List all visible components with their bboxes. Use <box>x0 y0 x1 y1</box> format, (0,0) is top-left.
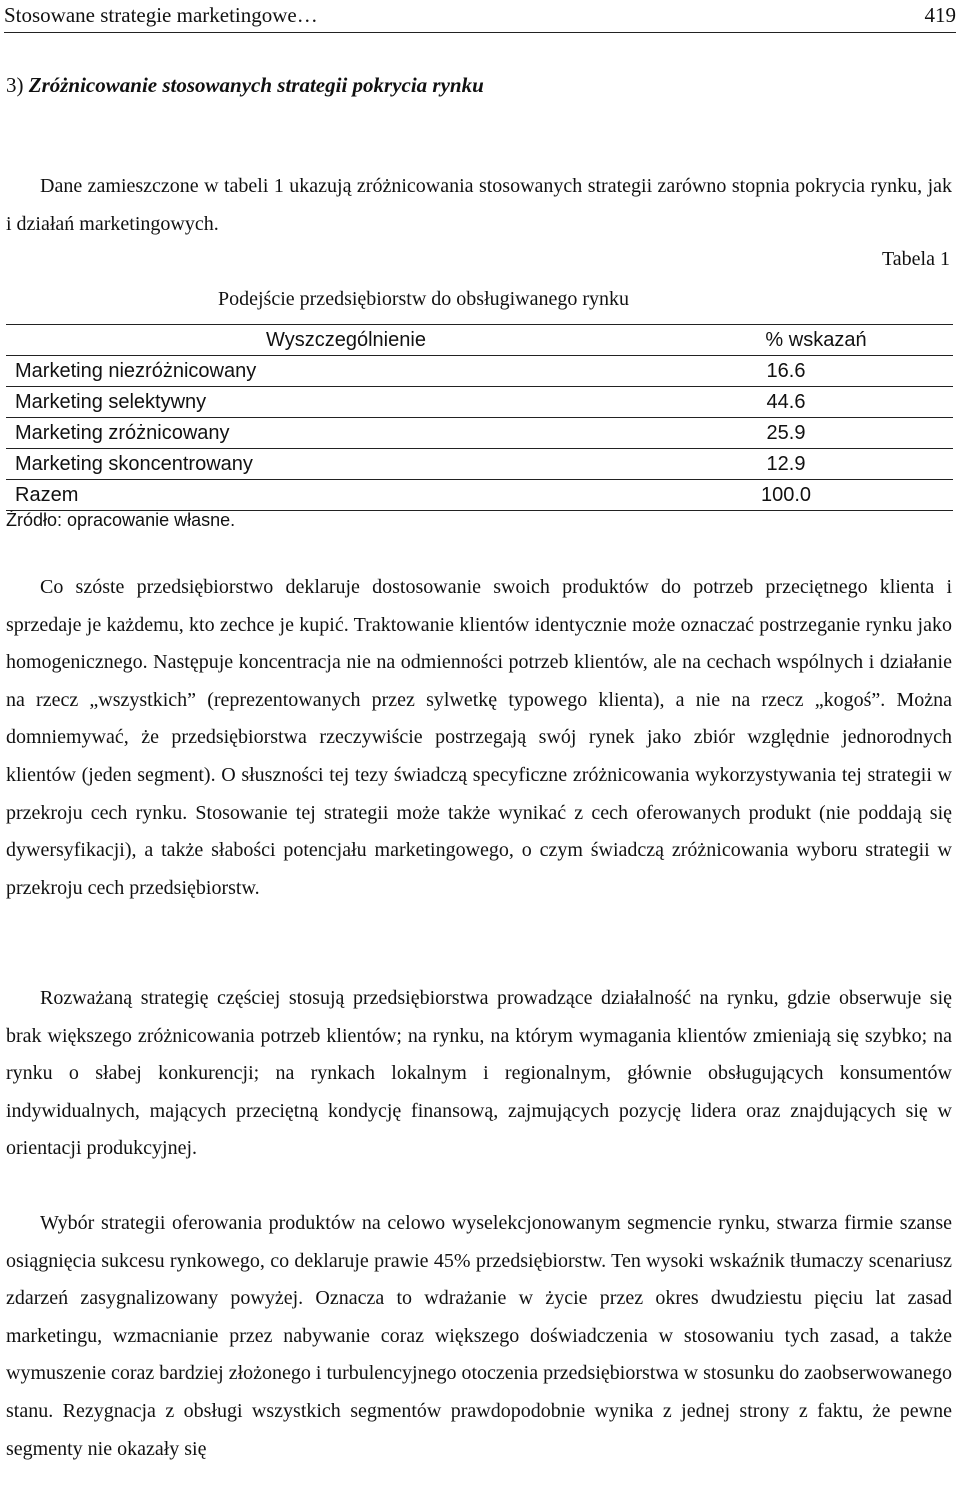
row-name: Marketing skoncentrowany <box>15 453 253 475</box>
row-name: Razem <box>15 484 79 506</box>
table-header-row <box>6 324 953 355</box>
running-header <box>4 0 956 33</box>
row-value: 16.6 <box>766 360 806 382</box>
column-header-value: % wskazań <box>765 329 867 351</box>
row-value: 100.0 <box>760 484 812 506</box>
section-title: Zróżnicowanie stosowanych strategii pokrycia rynku <box>28 73 484 97</box>
table-row <box>6 355 953 386</box>
column-header-name: Wyszczególnienie <box>266 329 426 351</box>
row-name: Marketing selektywny <box>15 391 207 413</box>
body-paragraph-3: Wybór strategii oferowania produktów na celowo wyselekcjonowanym segmencie rynku, stwarza firmie szanse osiągnięcia sukcesu rynkowego, co deklaruje prawie 45% przedsiębiorstw. Ten wysoki wskaźnik tłumaczy scenariusz zdarzeń zasygnalizowany powyżej. Oznacza to wdrażanie w życie przez okres dwudziestu pięciu lat zasad marketingu, wzmacnianie przez nabywanie coraz większego doświadczenia w stosowaniu tych zasad, a także wymuszenie coraz bardziej złożonego i turbulencyjnego otoczenia przedsiębiorstwa w stosunku do zaobserwowanego stanu. Rezygnacja z obsługi wszystkich segmentów prawdopodobnie wynika z jednej strony z faktu, że pewne segmenty nie okazały się <box>6 1212 952 1460</box>
row-value: 25.9 <box>766 422 806 444</box>
running-title: Stosowane strategie marketingowe… <box>4 3 318 27</box>
table-row <box>6 417 953 448</box>
body-paragraph-1: Co szóste przedsiębiorstwo deklaruje dostosowanie swoich produktów do potrzeb przeciętnego klienta i sprzedaje je każdemu, kto zechce je kupić. Traktowanie klientów identycznie może oznaczać postrzeganie rynku jako homogenicznego. Następuje koncentracja nie na odmienności potrzeb klientów, ale na cechach wspólnych i działanie na rzecz „wszystkich” (reprezentowanych przez sylwetkę typowego klienta), a nie na rzecz „kogoś”. Można domniemywać, że przedsiębiorstwa rzeczywiście postrzegają swój rynek jako zbiór względnie jednorodnych klientów (jeden segment). O słuszności tej tezy świadczą specyficzne zróżnicowania wykorzystywania tej strategii w przekroju cech rynku. Stosowanie tej strategii może także wynikać z cech oferowanych produkt (nie poddają się dywersyfikacji), a także słabości potencjału marketingowego, o czym świadczą zróżnicowania wyboru strategii w przekroju cech przedsiębiorstw. <box>6 576 952 899</box>
data-table <box>6 324 953 511</box>
table-title: Podejście przedsiębiorstw do obsługiwanego rynku <box>218 288 630 310</box>
section-number: 3) <box>6 73 24 97</box>
intro-paragraph: Dane zamieszczone w tabeli 1 ukazują zróżnicowania stosowanych strategii zarówno stopnia pokrycia rynku, jak i działań marketingowych. <box>6 175 952 235</box>
body-paragraph-2: Rozważaną strategię częściej stosują przedsiębiorstwa prowadzące działalność na rynku, gdzie obserwuje się brak większego zróżnicowania potrzeb klientów; na rynku, na którym wymagania klientów zmieniają się szybko; na rynku o słabej konkurencji; na rynkach lokalnym i regionalnym, głównie obsługujących konsumentów indywidualnych, mających przeciętną kondycję finansową, zajmujących pozycję lidera oraz znajdujących się w orientacji produkcyjnej. <box>6 987 952 1160</box>
row-value: 12.9 <box>766 453 806 475</box>
row-name: Marketing niezróżnicowany <box>15 360 257 382</box>
table-label: Tabela 1 <box>881 248 950 270</box>
page-number: 419 <box>924 3 956 27</box>
row-value: 44.6 <box>766 391 806 413</box>
table-source: Źródło: opracowanie własne. <box>6 510 236 530</box>
table-row <box>6 448 953 479</box>
section-heading <box>6 70 484 100</box>
table-row <box>6 386 953 417</box>
row-name: Marketing zróżnicowany <box>15 422 230 444</box>
